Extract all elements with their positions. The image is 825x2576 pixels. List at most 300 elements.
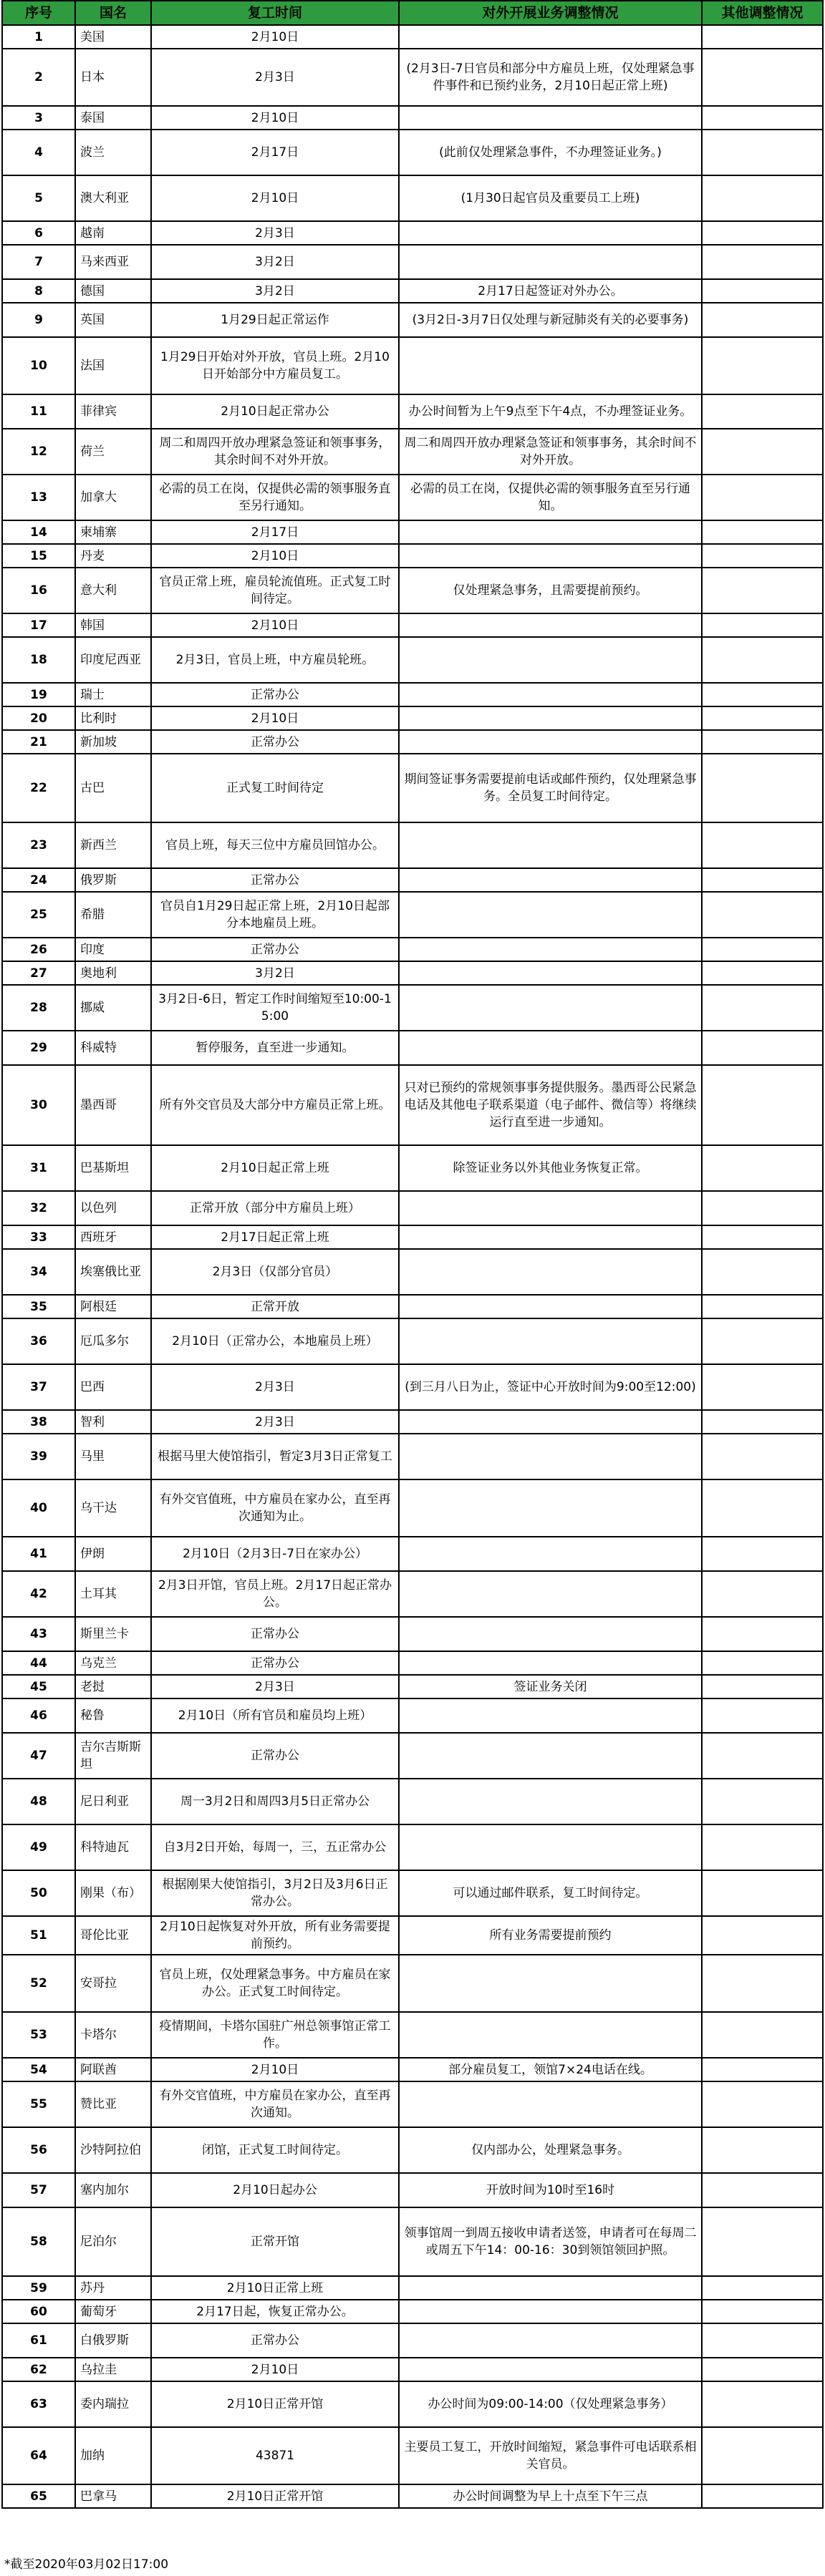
cell-country: 马里 [75,1434,151,1479]
cell-work-time: 疫情期间，卡塔尔国驻广州总领事馆正常工作。 [151,2012,399,2058]
cell-other [702,2484,823,2508]
cell-index: 35 [2,1295,75,1318]
cell-other [702,2323,823,2358]
cell-index: 48 [2,1779,75,1824]
table-row [2,1779,823,1824]
cell-index: 51 [2,1916,75,1955]
cell-business [399,730,702,754]
cell-work-time: 2月10日 [151,2058,399,2081]
header-business: 对外开展业务调整情况 [399,1,702,25]
cell-index: 9 [2,303,75,337]
cell-work-time: 2月3日 [151,1410,399,1434]
table-row [2,683,823,706]
cell-index: 39 [2,1434,75,1479]
table-row [2,637,823,683]
cell-work-time: 正常办公 [151,868,399,892]
cell-country: 加拿大 [75,475,151,520]
cell-index: 52 [2,1955,75,2012]
cell-index: 8 [2,279,75,303]
cell-other [702,868,823,892]
cell-work-time: 2月10日起办公 [151,2173,399,2207]
cell-business [399,245,702,279]
table-row [2,394,823,429]
cell-work-time: 闭馆，正式复工时间待定。 [151,2127,399,2173]
cell-other [702,130,823,175]
cell-country: 英国 [75,303,151,337]
cell-country: 波兰 [75,130,151,175]
cell-work-time: 2月10日（正常办公，本地雇员上班） [151,1318,399,1364]
cell-index: 14 [2,520,75,544]
cell-other [702,613,823,637]
cell-index: 55 [2,2081,75,2127]
cell-index: 19 [2,683,75,706]
cell-country: 阿联酋 [75,2058,151,2081]
cell-business [399,1824,702,1870]
cell-other [702,1955,823,2012]
table-row [2,2127,823,2173]
table-row [2,2276,823,2300]
cell-country: 哥伦比亚 [75,1916,151,1955]
cell-index: 20 [2,706,75,730]
cell-work-time: 2月17日 [151,520,399,544]
table-row [2,1651,823,1675]
cell-work-time: 2月3日 [151,1675,399,1698]
cell-index: 50 [2,1870,75,1916]
cell-country: 马来西亚 [75,245,151,279]
cell-other [702,1145,823,1191]
cell-index: 42 [2,1571,75,1617]
cell-country: 泰国 [75,106,151,130]
cell-work-time: 2月10日 [151,175,399,221]
cell-country: 伊朗 [75,1537,151,1571]
cell-country: 希腊 [75,892,151,938]
cell-other [702,1698,823,1733]
cell-country: 德国 [75,279,151,303]
cell-business: 办公时间为09:00-14:00（仅处理紧急事务） [399,2381,702,2427]
cell-business [399,892,702,938]
cell-business [399,637,702,683]
cell-business: (2月3日-7日官员和部分中方雇员上班，仅处理紧急事件事件和已预约业务，2月10日起正常上班) [399,49,702,106]
cell-work-time: 有外交官值班，中方雇员在家办公，直至再次通知。 [151,2081,399,2127]
cell-country: 瑞士 [75,683,151,706]
cell-other [702,1479,823,1537]
cell-country: 新西兰 [75,822,151,868]
cell-work-time: 正常开馆 [151,2207,399,2276]
cell-index: 17 [2,613,75,637]
cell-business [399,868,702,892]
cell-country: 印度 [75,938,151,961]
cell-work-time: 根据刚果大使馆指引，3月2日及3月6日正常办公。 [151,1870,399,1916]
cell-country: 吉尔吉斯斯坦 [75,1733,151,1779]
table-row [2,1225,823,1249]
cell-work-time: 正常办公 [151,730,399,754]
cell-other [702,25,823,49]
cell-work-time: 官员上班，仅处理紧急事务。中方雇员在家办公。正式复工时间待定。 [151,1955,399,2012]
cell-index: 58 [2,2207,75,2276]
cell-work-time: 官员上班，每天三位中方雇员回馆办公。 [151,822,399,868]
cell-work-time: 正常办公 [151,1617,399,1651]
cell-country: 塞内加尔 [75,2173,151,2207]
cell-other [702,1675,823,1698]
cell-index: 57 [2,2173,75,2207]
cell-country: 老挝 [75,1675,151,1698]
cell-country: 智利 [75,1410,151,1434]
cell-country: 卡塔尔 [75,2012,151,2058]
cell-business [399,1698,702,1733]
cell-work-time: 正常办公 [151,1733,399,1779]
table-row [2,2300,823,2323]
cell-other [702,2173,823,2207]
cell-other [702,279,823,303]
cell-business: 领事馆周一到周五接收申请者送签，申请者可在每周二或周五下午14：00-16：30到领馆领回护照。 [399,2207,702,2276]
cell-other [702,2127,823,2173]
cell-country: 美国 [75,25,151,49]
cell-other [702,730,823,754]
cell-country: 尼日利亚 [75,1779,151,1824]
cell-index: 54 [2,2058,75,2081]
cell-country: 巴拿马 [75,2484,151,2508]
cell-work-time: 2月10日起正常上班 [151,1145,399,1191]
cell-business [399,2012,702,2058]
cell-other [702,394,823,429]
table-row [2,2323,823,2358]
cell-other [702,520,823,544]
table-row [2,2173,823,2207]
cell-work-time: 2月10日 [151,613,399,637]
cell-other [702,938,823,961]
table-row [2,2012,823,2058]
cell-work-time: 周二和周四开放办理紧急签证和领事事务，其余时间不对外开放。 [151,429,399,475]
cell-other [702,1191,823,1225]
cell-work-time: 2月3日 [151,1364,399,1410]
cell-work-time: 2月3日 [151,221,399,245]
cell-work-time: 3月2日 [151,279,399,303]
cell-other [702,2207,823,2276]
cell-other [702,961,823,985]
cell-other [702,1733,823,1779]
table-row [2,754,823,822]
cell-index: 6 [2,221,75,245]
cell-work-time: 2月17日起，恢复正常办公。 [151,2300,399,2323]
cell-business [399,1434,702,1479]
cell-business [399,1318,702,1364]
header-work-time: 复工时间 [151,1,399,25]
cell-other [702,475,823,520]
cell-business [399,337,702,394]
cell-business [399,613,702,637]
cell-work-time: 2月10日 [151,706,399,730]
cell-business [399,706,702,730]
cell-business [399,822,702,868]
cell-index: 5 [2,175,75,221]
table-row [2,1571,823,1617]
cell-index: 38 [2,1410,75,1434]
table-row [2,1870,823,1916]
cell-country: 韩国 [75,613,151,637]
cell-business: 周二和周四开放办理紧急签证和领事事务，其余时间不对外开放。 [399,429,702,475]
cell-business: 除签证业务以外其他业务恢复正常。 [399,1145,702,1191]
table-row [2,2058,823,2081]
cell-country: 科威特 [75,1031,151,1065]
cell-country: 厄瓜多尔 [75,1318,151,1364]
cell-other [702,2427,823,2484]
cell-other [702,1870,823,1916]
cell-country: 乌拉圭 [75,2358,151,2381]
cell-business [399,1651,702,1675]
cell-index: 59 [2,2276,75,2300]
cell-work-time: 根据马里大使馆指引，暂定3月3日正常复工 [151,1434,399,1479]
cell-other [702,106,823,130]
cell-country: 越南 [75,221,151,245]
cell-work-time: 正常办公 [151,938,399,961]
table-row [2,2484,823,2508]
cell-work-time: 官员自1月29日起正常上班，2月10日起部分本地雇员上班。 [151,892,399,938]
cell-index: 46 [2,1698,75,1733]
cell-country: 挪威 [75,985,151,1031]
cell-work-time: 1月29日开始对外开放，官员上班。2月10日开始部分中方雇员复工。 [151,337,399,394]
cell-index: 18 [2,637,75,683]
consulate-status-table [1,0,824,2509]
cell-business [399,2323,702,2358]
table-row [2,2081,823,2127]
header-other: 其他调整情况 [702,1,823,25]
cell-business: 部分雇员复工，领馆7×24电话在线。 [399,2058,702,2081]
cell-business [399,106,702,130]
table-row [2,1916,823,1955]
cell-other [702,1779,823,1824]
cell-country: 墨西哥 [75,1065,151,1145]
table-row [2,1295,823,1318]
cell-business: (1月30日起官员及重要员工上班) [399,175,702,221]
cell-business: 主要员工复工，开放时间缩短，紧急事件可电话联系相关官员。 [399,2427,702,2484]
cell-work-time: 2月10日正常上班 [151,2276,399,2300]
cell-index: 60 [2,2300,75,2323]
cell-index: 3 [2,106,75,130]
cell-business [399,25,702,49]
cell-country: 赞比亚 [75,2081,151,2127]
cell-work-time: 正式复工时间待定 [151,754,399,822]
table-row [2,429,823,475]
cell-other [702,221,823,245]
table-row [2,520,823,544]
cell-work-time: 正常办公 [151,1651,399,1675]
header-country: 国名 [75,1,151,25]
cell-index: 26 [2,938,75,961]
cell-index: 23 [2,822,75,868]
cell-business: 仅内部办公，处理紧急事务。 [399,2127,702,2173]
cell-business [399,1617,702,1651]
cell-index: 7 [2,245,75,279]
table-row [2,106,823,130]
cell-business: 2月17日起签证对外办公。 [399,279,702,303]
cell-index: 37 [2,1364,75,1410]
cell-work-time: 2月17日 [151,130,399,175]
cell-country: 丹麦 [75,544,151,568]
cell-index: 41 [2,1537,75,1571]
cell-country: 比利时 [75,706,151,730]
cell-index: 12 [2,429,75,475]
cell-index: 2 [2,49,75,106]
cell-country: 白俄罗斯 [75,2323,151,2358]
table-row [2,985,823,1031]
table-row [2,1479,823,1537]
cell-work-time: 2月10日 [151,2358,399,2381]
table-row [2,175,823,221]
cell-business: 只对已预约的常规领事事务提供服务。墨西哥公民紧急电话及其他电子联系渠道（电子邮件、微信等）将继续运行直至进一步通知。 [399,1065,702,1145]
cell-other [702,2081,823,2127]
cell-business: 办公时间调整为早上十点至下午三点 [399,2484,702,2508]
cell-business: 期间签证事务需要提前电话或邮件预约，仅处理紧急事务。全员复工时间待定。 [399,754,702,822]
cell-index: 28 [2,985,75,1031]
cell-other [702,2276,823,2300]
table-row [2,1698,823,1733]
cell-index: 47 [2,1733,75,1779]
cell-work-time: 2月3日（仅部分官员） [151,1249,399,1295]
table-row [2,221,823,245]
cell-other [702,337,823,394]
cell-index: 10 [2,337,75,394]
cell-business [399,1537,702,1571]
cell-country: 法国 [75,337,151,394]
cell-business [399,2300,702,2323]
cell-index: 34 [2,1249,75,1295]
cell-index: 36 [2,1318,75,1364]
cell-business [399,1225,702,1249]
cell-country: 西班牙 [75,1225,151,1249]
table-row [2,1410,823,1434]
cell-business: 仅处理紧急事务，且需要提前预约。 [399,568,702,613]
cell-index: 31 [2,1145,75,1191]
cell-index: 43 [2,1617,75,1651]
cell-country: 巴基斯坦 [75,1145,151,1191]
cell-business: 必需的员工在岗，仅提供必需的领事服务直至另行通知。 [399,475,702,520]
cell-business [399,683,702,706]
cell-country: 苏丹 [75,2276,151,2300]
cell-work-time: 1月29日起正常运作 [151,303,399,337]
cell-other [702,985,823,1031]
cell-work-time: 有外交官值班，中方雇员在家办公，直至再次通知为止。 [151,1479,399,1537]
header-idx: 序号 [2,1,75,25]
cell-work-time: 2月10日起恢复对外开放，所有业务需要提前预约。 [151,1916,399,1955]
table-row [2,938,823,961]
cell-work-time: 2月10日 [151,544,399,568]
cell-country: 加纳 [75,2427,151,2484]
cell-country: 奥地利 [75,961,151,985]
cell-other [702,544,823,568]
cell-work-time: 3月2日 [151,245,399,279]
cell-index: 15 [2,544,75,568]
cell-other [702,49,823,106]
table-row [2,822,823,868]
cell-other [702,2300,823,2323]
cell-country: 委内瑞拉 [75,2381,151,2427]
cell-country: 斯里兰卡 [75,1617,151,1651]
cell-work-time: 必需的员工在岗，仅提供必需的领事服务直至另行通知。 [151,475,399,520]
table-row [2,1955,823,2012]
cell-business [399,1571,702,1617]
cell-country: 澳大利亚 [75,175,151,221]
table-row [2,1434,823,1479]
cell-business [399,2358,702,2381]
table-body [2,25,823,2508]
table-row [2,2381,823,2427]
cell-country: 秘鲁 [75,1698,151,1733]
cell-work-time: 正常开放（部分中方雇员上班） [151,1191,399,1225]
cell-work-time: 正常办公 [151,2323,399,2358]
table-row [2,475,823,520]
cell-work-time: 自3月2日开始，每周一，三，五正常办公 [151,1824,399,1870]
cell-business: 所有业务需要提前预约 [399,1916,702,1955]
cell-country: 古巴 [75,754,151,822]
cell-country: 新加坡 [75,730,151,754]
cell-index: 33 [2,1225,75,1249]
cell-work-time: 3月2日 [151,961,399,985]
cell-index: 62 [2,2358,75,2381]
cell-work-time: 2月10日（2月3日-7日在家办公） [151,1537,399,1571]
cell-other [702,175,823,221]
cell-index: 25 [2,892,75,938]
table-row [2,337,823,394]
cell-work-time: 正常开放 [151,1295,399,1318]
table-row [2,568,823,613]
cell-index: 16 [2,568,75,613]
table-row [2,1191,823,1225]
table-row [2,892,823,938]
cell-index: 65 [2,2484,75,2508]
cell-business [399,938,702,961]
cell-country: 日本 [75,49,151,106]
cell-business: (到三月八日为止，签证中心开放时间为9:00至12:00) [399,1364,702,1410]
cell-work-time: 2月10日 [151,106,399,130]
cell-other [702,1410,823,1434]
cell-business: 开放时间为10时至16时 [399,2173,702,2207]
table-row [2,2207,823,2276]
cell-work-time: 2月3日开馆，官员上班。2月17日起正常办公。 [151,1571,399,1617]
cell-index: 32 [2,1191,75,1225]
cell-work-time: 2月10日起正常办公 [151,394,399,429]
cell-other [702,568,823,613]
cell-work-time: 2月17日起正常上班 [151,1225,399,1249]
cell-work-time: 2月10日正常开馆 [151,2484,399,2508]
cell-other [702,245,823,279]
cell-other [702,1249,823,1295]
cell-other [702,1537,823,1571]
cell-business [399,2276,702,2300]
cell-other [702,754,823,822]
cell-other [702,1434,823,1479]
cell-other [702,1571,823,1617]
cell-other [702,706,823,730]
table-row [2,613,823,637]
cell-country: 科特迪瓦 [75,1824,151,1870]
cell-index: 4 [2,130,75,175]
cell-other [702,303,823,337]
cell-other [702,1295,823,1318]
cell-index: 45 [2,1675,75,1698]
cell-work-time: 暂停服务，直至进一步通知。 [151,1031,399,1065]
cell-work-time: 3月2日-6日，暂定工作时间缩短至10:00-15:00 [151,985,399,1031]
table-row [2,49,823,106]
table-row [2,1145,823,1191]
cell-country: 菲律宾 [75,394,151,429]
cell-other [702,429,823,475]
cell-index: 29 [2,1031,75,1065]
table-row [2,1537,823,1571]
cell-other [702,822,823,868]
cell-index: 24 [2,868,75,892]
table-row [2,130,823,175]
cell-index: 13 [2,475,75,520]
